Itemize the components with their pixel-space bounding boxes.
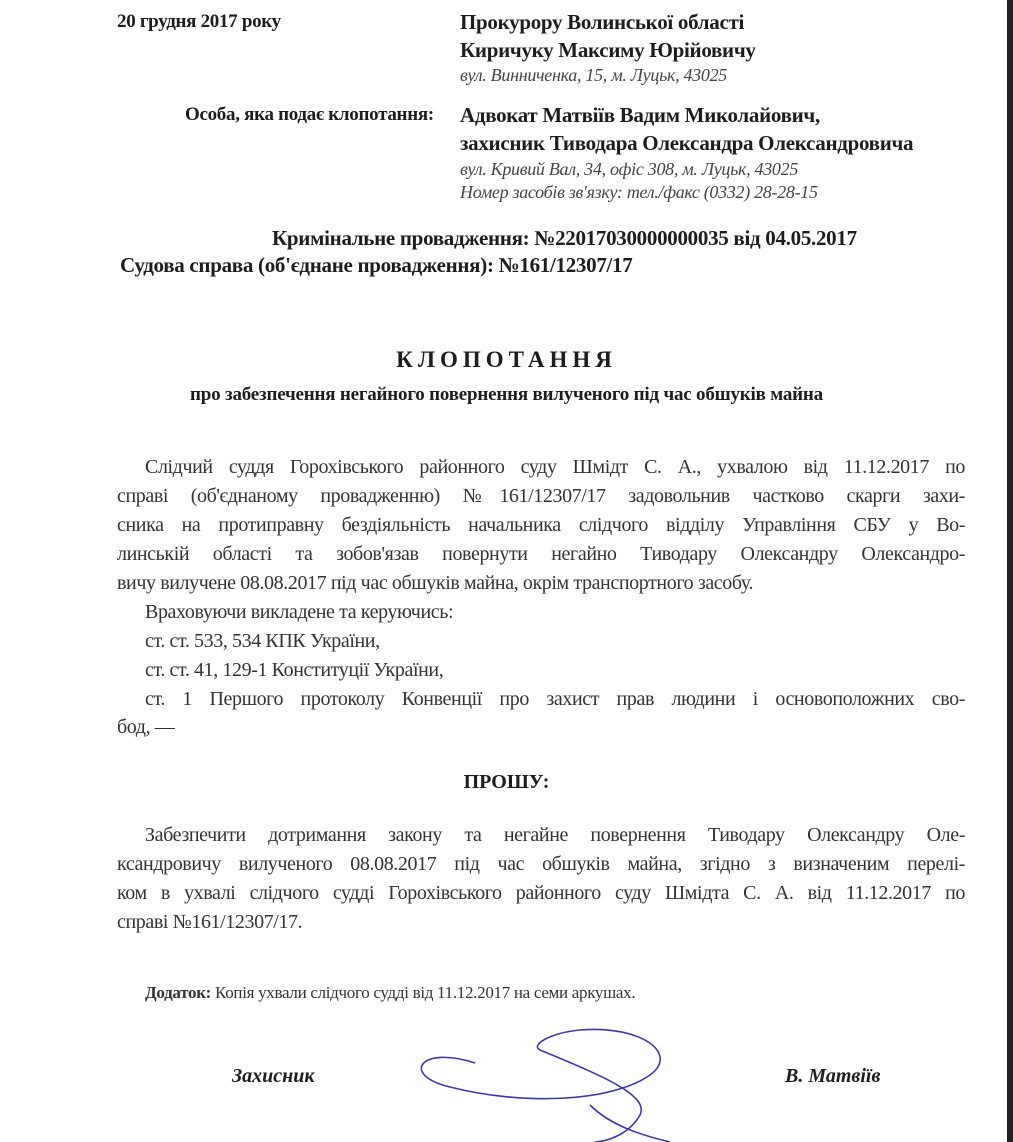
attachment-text: Копія ухвали слідчого судді від 11.12.2017 на семи аркушах. — [215, 983, 636, 1002]
applicant-line2: захисник Тиводара Олександра Олександровича — [460, 131, 914, 155]
paragraph-line: вичу вилучене 08.08.2017 під час обшуків майна, окрім транспортного засобу. — [117, 572, 754, 594]
attachment-label: Додаток: — [145, 983, 212, 1002]
grounds-line: ст. 1 Першого протоколу Конвенції про захист прав людини і основоположних сво- — [145, 688, 965, 710]
recipient-line1: Прокурору Волинської області — [460, 10, 745, 34]
applicant-phone: Номер засобів зв'язку: тел./факс (0332) 28-28-15 — [460, 182, 818, 202]
grounds-line: ст. ст. 41, 129-1 Конституції України, — [145, 659, 444, 681]
applicant-label: Особа, яка подає клопотання: — [185, 104, 434, 125]
paragraph-line: линській області та зобов'язав повернути негайно Тиводару Олександру Олександро- — [117, 543, 965, 565]
request-line: ксандровичу вилученого 08.08.2017 під час обшуків майна, згідно з визначеним перелі- — [117, 853, 965, 875]
applicant-address: вул. Кривий Вал, 34, офіс 308, м. Луцьк, 43025 — [460, 159, 799, 179]
handwritten-signature — [380, 1015, 710, 1142]
request-heading: ПРОШУ: — [463, 771, 550, 793]
paragraph-line: справі (об'єднаному провадженню) №161/12307/17 задовольнив частково скарги захи- — [117, 485, 965, 507]
signature-name: В. Матвіїв — [785, 1065, 881, 1087]
request-line: Забезпечити дотримання закону та негайне повернення Тиводару Олександру Оле- — [145, 824, 965, 846]
recipient-address: вул. Винниченка, 15, м. Луцьк, 43025 — [460, 65, 727, 85]
paragraph-line: Слідчий суддя Горохівського районного суду Шмідт С. А., ухвалою від 11.12.2017 по — [145, 456, 965, 478]
recipient-line2: Киричуку Максиму Юрійовичу — [460, 38, 756, 62]
document-subtitle: про забезпечення негайного повернення вилученого під час обшуків майна — [190, 384, 823, 405]
document-date: 20 грудня 2017 року — [117, 11, 281, 32]
applicant-line1: Адвокат Матвіїв Вадим Миколайович, — [460, 103, 820, 127]
paragraph-line: сника на протиправну бездіяльність начальника слідчого відділу Управління СБУ у Во- — [117, 514, 965, 536]
request-line: справі №161/12307/17. — [117, 911, 303, 933]
attachment — [145, 984, 635, 1001]
grounds-line: ст. ст. 533, 534 КПК України, — [145, 630, 380, 652]
scan-edge — [1007, 0, 1013, 1142]
request-line: ком в ухвалі слідчого судді Горохівського районного суду Шмідта С. А. від 11.12.2017 по — [117, 882, 965, 904]
document-title: КЛОПОТАННЯ — [396, 347, 617, 372]
grounds-line: Враховуючи викладене та керуючись: — [145, 601, 454, 623]
court-case-number: Судова справа (об'єднане провадження): №161/12307/17 — [120, 253, 633, 277]
signature-role: Захисник — [232, 1065, 315, 1087]
criminal-case-number: Кримінальне провадження: №22017030000000035 від 04.05.2017 — [272, 226, 857, 250]
grounds-line: бод, — — [117, 716, 175, 738]
